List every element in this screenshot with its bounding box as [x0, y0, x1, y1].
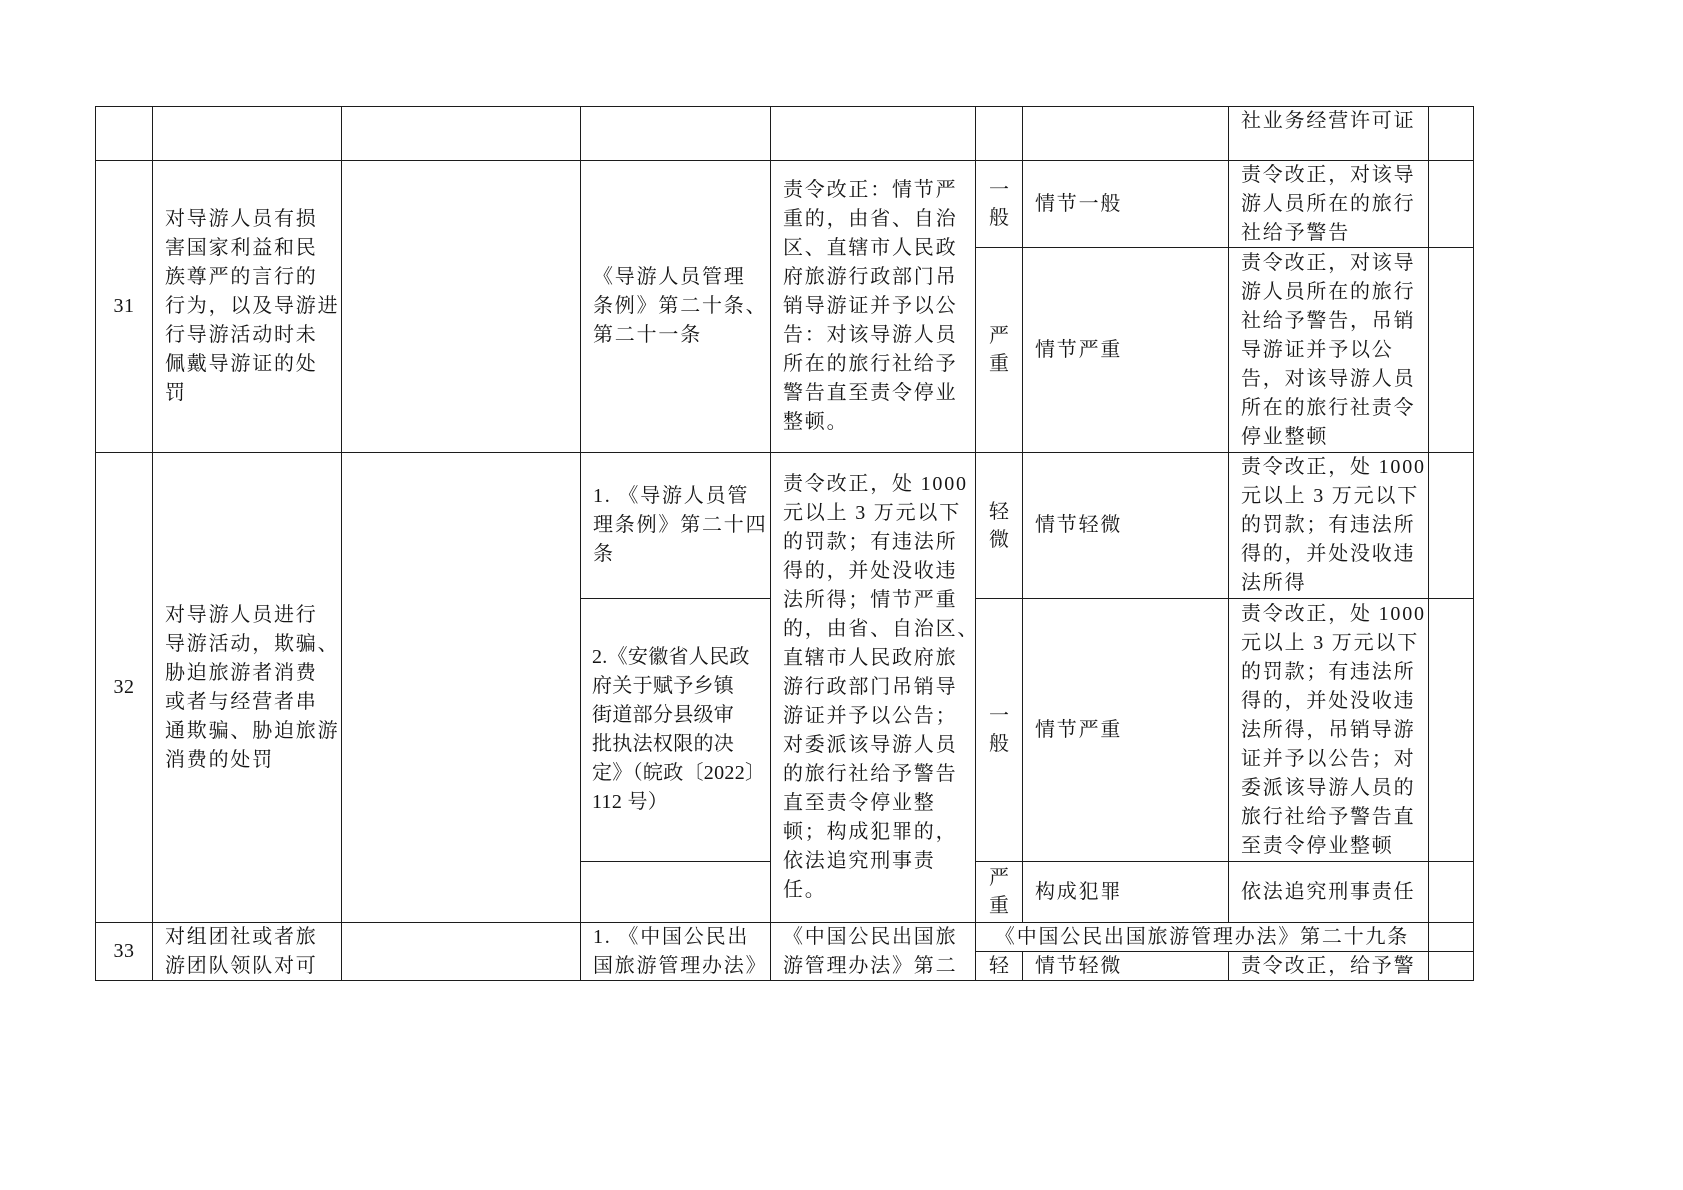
row-32-basis-2-cell: [580, 598, 771, 862]
continuation-blank-cell: [341, 106, 581, 161]
continuation-standard-cell: [1228, 106, 1429, 161]
circumstance-text: 情节轻微: [1035, 954, 1123, 977]
row-33-remark-0-cell: [1428, 922, 1474, 952]
standard-text: 依法追究刑事责任: [1241, 880, 1416, 903]
row-32-level-3-cell: [975, 861, 1023, 923]
row-number: 33: [113, 940, 135, 962]
standard-text: 责令改正，对该导 游人员所在的旅行 社给予警告: [1241, 163, 1416, 244]
row-31-provision-cell: [770, 160, 976, 453]
row-32-remark-2-cell: [1428, 598, 1474, 862]
standard-text: 责令改正，处 1000 元以上 3 万元以下 的罚款；有违法所 得的，并处没收违 法所得，吊销导游 证并予以公告；对 委派该导游人员的 旅行社给予警告直 至责令停业整顿: [1241, 602, 1426, 857]
row-32-circumstance-3-cell: [1022, 861, 1229, 923]
row-31-remark-2-cell: [1428, 247, 1474, 453]
row-32-level-1-cell: [975, 452, 1023, 599]
row-32-basis-1-cell: [580, 452, 771, 599]
row-33-provision-cell: [770, 922, 976, 981]
legal-basis-text: 1. 《导游人员管 理条例》第二十四 条: [593, 485, 768, 565]
row-31-basis-cell: [580, 160, 771, 453]
circumstance-text: 情节一般: [1035, 192, 1123, 215]
row-32-level-2-cell: [975, 598, 1023, 862]
penalty-provision-text: 《中国公民出国旅 游管理办法》第二: [783, 925, 958, 977]
row-33-basis-cell: [580, 922, 771, 981]
row-32-blank-cell: [341, 452, 581, 923]
level-text: 严重: [989, 325, 1009, 375]
legal-basis-text: 《导游人员管理 条例》第二十条、 第二十一条: [593, 266, 768, 346]
row-32-standard-2-cell: [1228, 598, 1429, 862]
row-31-level-1-cell: [975, 160, 1023, 248]
row-33-circumstance-1-cell: [1022, 951, 1229, 981]
row-31-level-2-cell: [975, 247, 1023, 453]
row-33-standard-1-cell: [1228, 951, 1429, 981]
row-33-remark-1-cell: [1428, 951, 1474, 981]
level-text: 一般: [989, 705, 1009, 755]
row-33-level-basis-cell: [975, 922, 1429, 952]
row-31-remark-1-cell: [1428, 160, 1474, 248]
row-32-number-cell: [95, 452, 153, 923]
level-text: 一般: [989, 179, 1009, 229]
row-32-standard-1-cell: [1228, 452, 1429, 599]
penalty-provision-text: 责令改正：情节严 重的，由省、自治 区、直辖市人民政 府旅游行政部门吊 销导游证并予以公 告：对该导游人员 所在的旅行社给予 警告直至责令停业 整顿。: [783, 179, 958, 433]
continuation-number-cell: [95, 106, 153, 161]
standard-text: 责令改正，对该导 游人员所在的旅行 社给予警告，吊销 导游证并予以公 告，对该导游人员 所在的旅行社责令 停业整顿: [1241, 251, 1416, 448]
violation-item-text: 对组团社或者旅 游团队领队对可: [165, 925, 318, 977]
row-number: 31: [113, 295, 135, 317]
row-32-remark-3-cell: [1428, 861, 1474, 923]
row-33-item-cell: [152, 922, 342, 981]
violation-item-text: 对导游人员进行 导游活动，欺骗、 胁迫旅游者消费 或者与经营者串 通欺骗、胁迫旅游 消费的处罚: [165, 603, 340, 771]
row-number: 32: [113, 676, 135, 698]
legal-basis-text: 2.《安徽省人民政 府关于赋予乡镇 街道部分县级审 批执法权限的决 定》（皖政〔2022〕 112 号）: [592, 646, 766, 813]
row-31-item-cell: [152, 160, 342, 453]
row-31-standard-2-cell: [1228, 247, 1429, 453]
standard-text: 责令改正，给予警: [1241, 954, 1416, 977]
continuation-circumstance-cell: [1022, 106, 1229, 161]
row-31-number-cell: [95, 160, 153, 453]
level-basis-text: 《中国公民出国旅游管理办法》第二十九条: [994, 926, 1410, 948]
continuation-remark-cell: [1428, 106, 1474, 161]
circumstance-text: 情节轻微: [1035, 514, 1123, 536]
continuation-item-cell: [152, 106, 342, 161]
circumstance-text: 构成犯罪: [1035, 880, 1123, 903]
row-31-circumstance-1-cell: [1022, 160, 1229, 248]
legal-basis-text: 1. 《中国公民出 国旅游管理办法》: [593, 925, 768, 977]
circumstance-text: 情节严重: [1035, 338, 1123, 361]
continuation-basis-cell: [580, 106, 771, 161]
row-33-blank-cell: [341, 922, 581, 981]
level-text: 严重: [989, 867, 1009, 917]
row-31-blank-cell: [341, 160, 581, 453]
circumstance-text: 情节严重: [1035, 718, 1123, 741]
level-text: 轻: [989, 955, 1009, 977]
violation-item-text: 对导游人员有损 害国家利益和民 族尊严的言行的 行为，以及导游进 行导游活动时未 佩戴导游证的处 罚: [165, 208, 340, 404]
row-32-standard-3-cell: [1228, 861, 1429, 923]
continuation-level-cell: [975, 106, 1023, 161]
row-32-circumstance-1-cell: [1022, 452, 1229, 599]
standard-text: 社业务经营许可证: [1241, 110, 1416, 132]
standard-text: 责令改正，处 1000 元以上 3 万元以下 的罚款；有违法所 得的，并处没收违 法所得: [1241, 456, 1426, 594]
row-32-item-cell: [152, 452, 342, 923]
penalty-provision-text: 责令改正，处 1000 元以上 3 万元以下 的罚款；有违法所 得的，并处没收违 法所得；情节严重 的，由省、自治区、 直辖市人民政府旅 游行政部门吊销导 游证并予以公告； 对委派该导游人员 的旅行社给予警告 直至责令停业整 顿；构成犯罪的， 依法追究刑事责 任。: [783, 473, 980, 901]
row-33-level-1-cell: [975, 951, 1023, 981]
row-32-circumstance-2-cell: [1022, 598, 1229, 862]
row-32-remark-1-cell: [1428, 452, 1474, 599]
row-31-standard-1-cell: [1228, 160, 1429, 248]
row-32-basis-3-cell: [580, 861, 771, 923]
row-33-number-cell: [95, 922, 153, 981]
continuation-provision-cell: [770, 106, 976, 161]
level-text: 轻微: [989, 500, 1009, 551]
row-31-circumstance-2-cell: [1022, 247, 1229, 453]
row-32-provision-cell: [770, 452, 980, 923]
